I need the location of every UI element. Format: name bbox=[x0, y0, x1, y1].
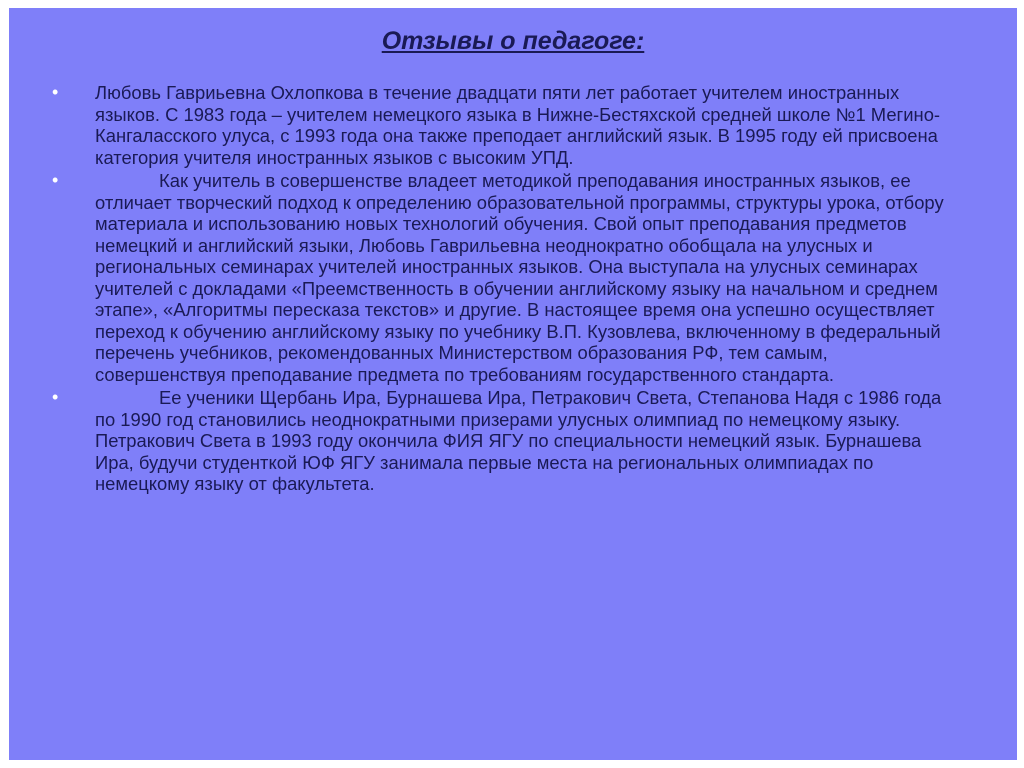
paragraph-text: Ее ученики Щербань Ира, Бурнашева Ира, Петракович Света, Степанова Надя с 1986 года по 1990 год становились неоднократными призерами улусных олимпиад по немецкому языку. Петракович Света в 1993 году окончила ФИЯ ЯГУ по специальности немецкий язык. Бурнашева Ира, будучи студенткой ЮФ ЯГУ занимала первые места на региональных олимпиадах по немецкому языку от факультета. bbox=[95, 387, 942, 494]
slide bbox=[9, 8, 1017, 760]
list-item bbox=[52, 387, 952, 495]
bullet-icon: • bbox=[52, 82, 59, 102]
slide-title: Отзывы о педагоге: bbox=[381, 27, 645, 55]
bullet-icon: • bbox=[52, 170, 59, 190]
bullet-icon: • bbox=[52, 387, 59, 407]
list-item bbox=[52, 170, 952, 385]
paragraph-text: Любовь Гавриьевна Охлопкова в течение двадцати пяти лет работает учителем иностранных языков. С 1983 года – учителем немецкого языка в Нижне-Бестяхской средней школе №1 Мегино-Кангаласского улуса, с 1993 года она также преподает английский язык. В 1995 году ей присвоена категория учителя иностранных языков с высоким УПД. bbox=[95, 82, 941, 168]
list-item bbox=[52, 82, 952, 168]
paragraph-text: Как учитель в совершенстве владеет методикой преподавания иностранных языков, ее отличает творческий подход к определению образовательной программы, структуры урока, отбору материала и использованию новых технологий обучения. Свой опыт преподавания предметов немецкий и английский языки, Любовь Гаврильевна неоднократно обобщала на улусных и региональных семинарах учителей иностранных языков. Она выступала на улусных семинарах учителей с докладами «Преемственность в обучении английскому языку на начальном и среднем этапе», «Алгоритмы пересказа текстов» и другие. В настоящее время она успешно осуществляет переход к обучению английскому языку по учебнику В.П. Кузовлева, включенному в федеральный перечень учебников, рекомендованных Министерством образования РФ, тем самым, совершенствуя преподавание предмета по требованиям государственного стандарта. bbox=[95, 170, 944, 385]
bullet-list bbox=[52, 82, 952, 497]
